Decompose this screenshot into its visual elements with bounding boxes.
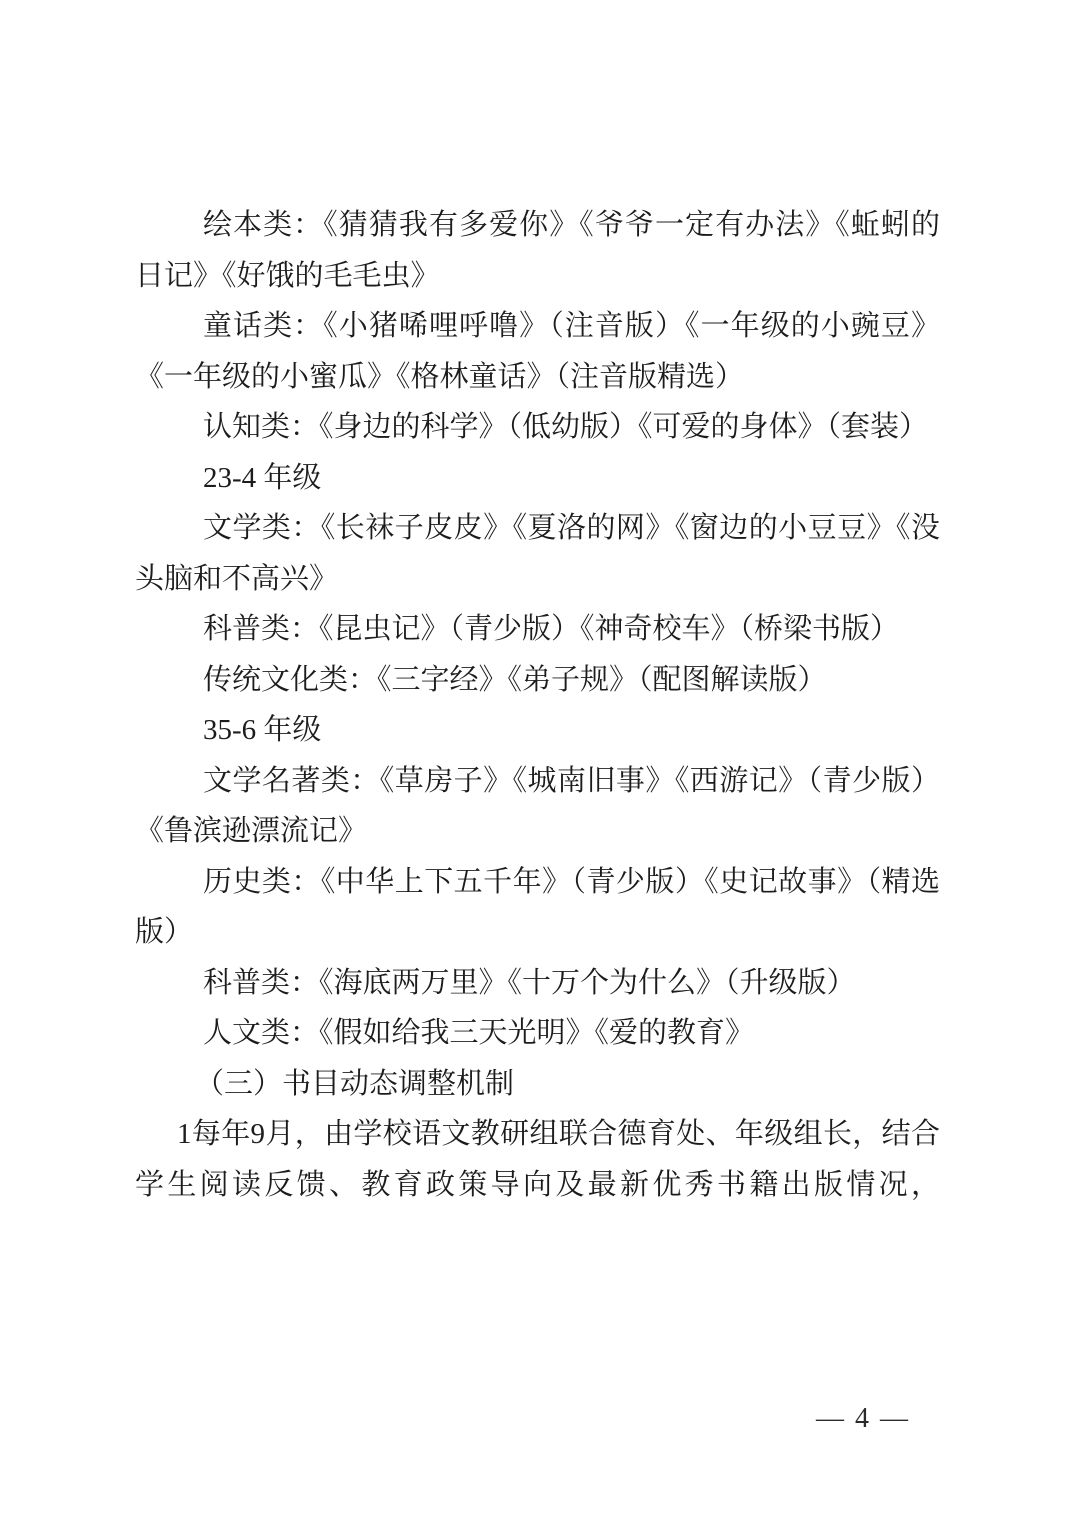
para-literary-classics-category: 文学名著类：《草房子》《城南旧事》《西游记》（青少版）《鲁滨逊漂流记》 [135, 764, 940, 847]
heading-grade-5-6: 35-6 年级 [203, 714, 322, 746]
heading-grade-3-4: 23-4 年级 [203, 461, 322, 494]
heading-section-3-dynamic-adjustment: （三）书目动态调整机制 [195, 1067, 515, 1100]
para-history-category: 历史类：《中华上下五千年》（青少版）《史记故事》（精选版） [135, 865, 940, 948]
document-body [135, 200, 940, 1210]
para-science-category-grade-5-6: 科普类：《海底两万里》《十万个为什么》（升级版） [203, 966, 856, 999]
para-literature-category: 文学类：《长袜子皮皮》《夏洛的网》《窗边的小豆豆》《没头脑和不高兴》 [135, 512, 940, 595]
para-annual-september-review: 1每年9月，由学校语文教研组联合德育处、年级组长，结合学生阅读反馈、教育政策导向及最新优秀书籍出版情况， [135, 1118, 940, 1201]
para-fairy-tale-category: 童话类：《小猪唏哩呼噜》（注音版）《一年级的小豌豆》《一年级的小蜜瓜》《格林童话》（注音版精选） [135, 310, 940, 393]
para-science-category-grade-3-4: 科普类：《昆虫记》（青少版）《神奇校车》（桥梁书版） [203, 613, 900, 645]
para-cognition-category: 认知类：《身边的科学》（低幼版）《可爱的身体》（套装） [203, 411, 929, 443]
para-traditional-culture-category: 传统文化类：《三字经》《弟子规》（配图解读版） [203, 663, 827, 696]
para-picture-book-category: 绘本类：《猜猜我有多爱你》《爷爷一定有办法》《蚯蚓的日记》《好饿的毛毛虫》 [135, 209, 940, 292]
para-humanities-category: 人文类：《假如给我三天光明》《爱的教育》 [203, 1017, 755, 1049]
page-number: — 4 — [816, 1403, 910, 1434]
